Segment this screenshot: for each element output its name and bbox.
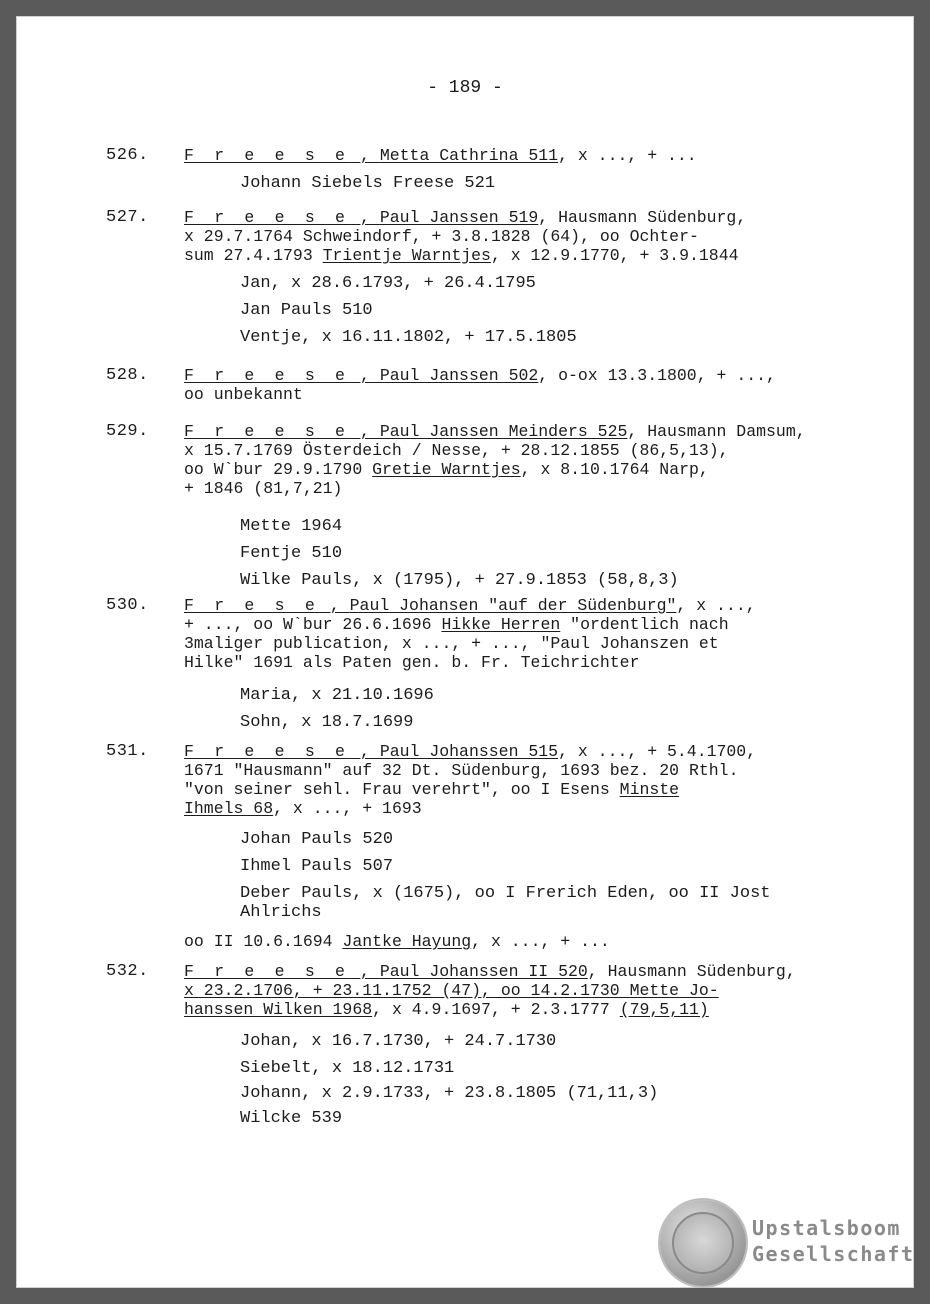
child-entry: Maria, x 21.10.1696	[240, 686, 434, 705]
entry-text-line	[184, 981, 719, 1000]
text-segment: , x ..., + ...	[558, 146, 697, 165]
page-number: - 189 -	[427, 78, 503, 98]
underlined-name: F r e e s e	[184, 366, 351, 385]
child-entry: Ihmel Pauls 507	[240, 857, 394, 876]
child-entry: Siebelt, x 18.12.1731	[240, 1059, 455, 1078]
coat-of-arms-seal-icon	[660, 1200, 746, 1286]
text-segment: sum 27.4.1793	[184, 246, 323, 265]
text-segment: oo II 10.6.1694	[184, 932, 343, 951]
underlined-name: Ihmels 68	[184, 799, 274, 818]
entry-text-line	[184, 653, 639, 672]
underlined-name: F r e s e	[184, 596, 320, 615]
logo-line-1: Upstalsboom	[752, 1216, 901, 1240]
child-entry: Jan, x 28.6.1793, + 26.4.1795	[240, 274, 536, 293]
text-segment: "von seiner sehl. Frau verehrt", oo I Esens	[184, 780, 620, 799]
underlined-name: Paul Johansen "auf der Südenburg"	[349, 596, 677, 615]
text-segment: oo unbekannt	[184, 385, 303, 404]
text-segment: , x ...,	[676, 596, 756, 615]
underlined-name: Jantke Hayung	[342, 932, 472, 951]
text-segment: x 15.7.1769 Österdeich / Nesse, + 28.12.1855 (86,5,13),	[184, 441, 729, 460]
entry-number: 530.	[106, 596, 149, 615]
genealogy-entries	[16, 16, 914, 1288]
entry-number: 528.	[106, 366, 149, 385]
underlined-name: Minste	[619, 780, 680, 799]
entry-text-line	[184, 596, 756, 615]
text-segment: , x 4.9.1697, + 2.3.1777	[372, 1000, 620, 1019]
underlined-name: x 23.2.1706, + 23.11.1752 (47), oo 14.2.1730	[184, 981, 630, 1000]
underlined-name: ,	[350, 146, 380, 165]
entry-text-line	[184, 932, 610, 951]
underlined-name: Paul Johanssen II 520	[379, 962, 588, 981]
child-entry: Jan Pauls 510	[240, 301, 373, 320]
child-entry: Mette 1964	[240, 517, 343, 536]
text-segment: x 29.7.1764 Schweindorf, + 3.8.1828 (64), oo Ochter-	[184, 227, 699, 246]
entry-text-line	[184, 962, 796, 981]
underlined-name: ,	[350, 962, 380, 981]
text-segment: , Hausmann Damsum,	[627, 422, 806, 441]
underlined-name: Paul Janssen 502	[379, 366, 539, 385]
text-segment: 3maliger publication, x ..., + ..., "Paul Johanszen et	[184, 634, 719, 653]
entry-text-line	[184, 799, 422, 818]
text-segment: 1671 "Hausmann" auf 32 Dt. Südenburg, 1693 bez. 20 Rthl.	[184, 761, 739, 780]
entry-text-line	[184, 634, 719, 653]
entry-number: 531.	[106, 742, 149, 761]
entry-text-line	[184, 460, 709, 479]
text-segment: , x 8.10.1764 Narp,	[520, 460, 709, 479]
text-segment: , Hausmann Südenburg,	[538, 208, 747, 227]
underlined-name: F r e e s e	[184, 962, 351, 981]
entry-number: 532.	[106, 962, 149, 981]
text-segment: , o-ox 13.3.1800, + ...,	[538, 366, 776, 385]
child-entry: Sohn, x 18.7.1699	[240, 713, 414, 732]
underlined-name: F r e e s e	[184, 422, 351, 441]
text-segment: "ordentlich nach	[560, 615, 729, 634]
entry-number: 527.	[106, 208, 149, 227]
entry-text-line	[184, 780, 679, 799]
child-entry: Deber Pauls, x (1675), oo I Frerich Eden, oo II Jost Ahlrichs	[240, 884, 771, 922]
document-page	[16, 16, 914, 1288]
child-entry: Johan, x 16.7.1730, + 24.7.1730	[240, 1032, 557, 1051]
underlined-name: ,	[319, 596, 350, 615]
underlined-name: F r e e s e	[184, 742, 351, 761]
entry-text-line	[184, 479, 342, 498]
entry-text-line	[184, 366, 776, 385]
child-entry: Johann, x 2.9.1733, + 23.8.1805 (71,11,3)	[240, 1084, 659, 1103]
entry-text-line	[184, 761, 739, 780]
underlined-name: hanssen Wilken 1968	[184, 1000, 373, 1019]
text-segment: , x 12.9.1770, + 3.9.1844	[490, 246, 739, 265]
text-segment: , x ..., + ...	[471, 932, 610, 951]
child-entry: Johan Pauls 520	[240, 830, 394, 849]
underlined-name: F r e e s e	[184, 146, 351, 165]
text-segment: + 1846 (81,7,21)	[184, 479, 343, 498]
underlined-name: ,	[350, 208, 380, 227]
text-segment: oo W`bur 29.9.1790	[184, 460, 373, 479]
entry-text-line	[184, 385, 303, 404]
text-segment: Hilke" 1691 als Paten gen. b. Fr. Teichrichter	[184, 653, 640, 672]
underlined-name: Trientje Warntjes	[322, 246, 491, 265]
child-entry: Ventje, x 16.11.1802, + 17.5.1805	[240, 328, 577, 347]
underlined-name: Paul Johanssen 515	[379, 742, 559, 761]
child-entry: Fentje 510	[240, 544, 343, 563]
child-entry: Wilcke 539	[240, 1109, 343, 1128]
entry-text-line	[184, 208, 746, 227]
underlined-name: ,	[350, 366, 380, 385]
child-entry: Johann Siebels Freese 521	[240, 174, 496, 193]
underlined-name: Paul Janssen Meinders 525	[379, 422, 628, 441]
entry-number: 526.	[106, 146, 149, 165]
text-segment: + ..., oo W`bur 26.6.1696	[184, 615, 442, 634]
text-segment: , x ..., + 1693	[273, 799, 422, 818]
text-segment: , Hausmann Südenburg,	[587, 962, 796, 981]
text-segment: , x ..., + 5.4.1700,	[558, 742, 757, 761]
underlined-name: Paul Janssen 519	[379, 208, 539, 227]
underlined-name: Mette Jo-	[629, 981, 719, 1000]
underlined-name: Gretie Warntjes	[372, 460, 521, 479]
child-entry: Wilke Pauls, x (1795), + 27.9.1853 (58,8,3)	[240, 571, 679, 590]
entry-text-line	[184, 1000, 709, 1019]
entry-text-line	[184, 227, 699, 246]
underlined-name: Metta Cathrina 511	[379, 146, 559, 165]
underlined-name: F r e e s e	[184, 208, 351, 227]
entry-text-line	[184, 246, 739, 265]
underlined-name: (79,5,11)	[619, 1000, 709, 1019]
entry-text-line	[184, 615, 729, 634]
underlined-name: ,	[350, 742, 380, 761]
entry-text-line	[184, 422, 806, 441]
entry-text-line	[184, 146, 697, 165]
logo-line-2: Gesellschaft	[752, 1242, 915, 1266]
underlined-name: ,	[350, 422, 380, 441]
entry-text-line	[184, 742, 756, 761]
entry-text-line	[184, 441, 729, 460]
underlined-name: Hikke Herren	[441, 615, 561, 634]
entry-number: 529.	[106, 422, 149, 441]
